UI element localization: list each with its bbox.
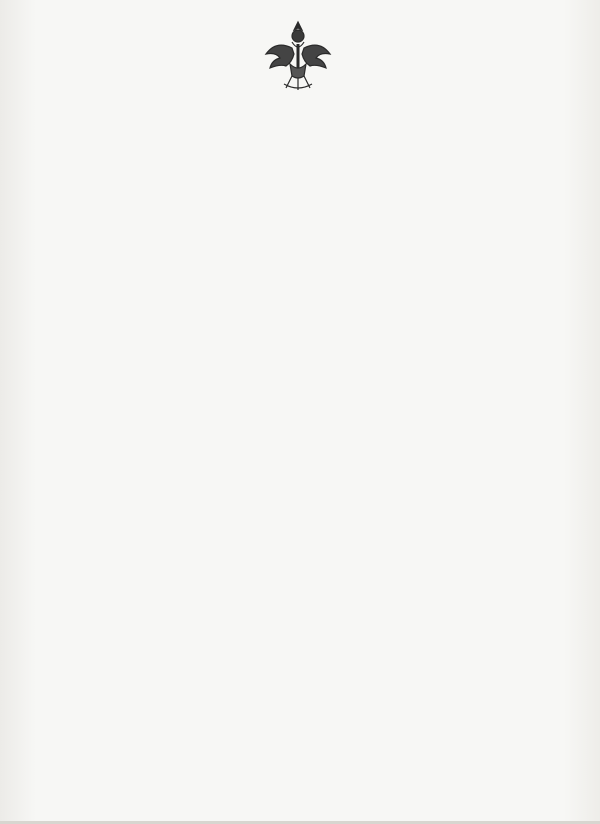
garuda-emblem-icon (262, 18, 334, 92)
